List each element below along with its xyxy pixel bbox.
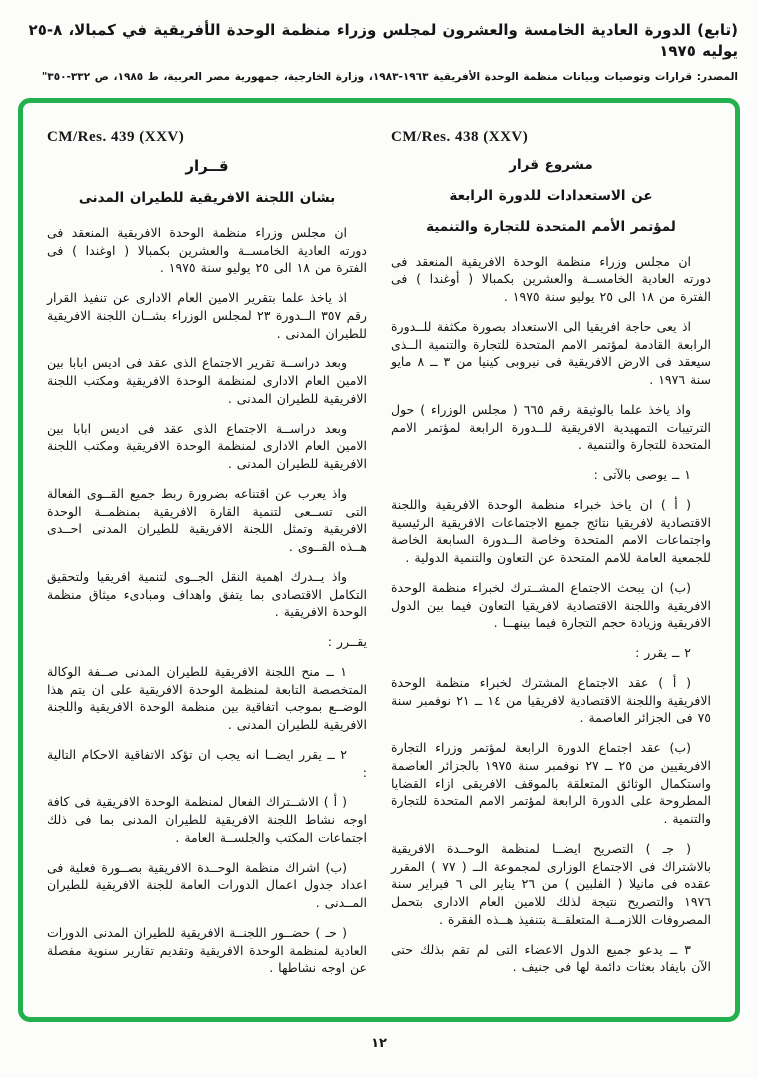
session-title: (تابع) الدورة العادية الخامسة والعشرون لمجلس وزراء منظمة الوحدة الأفريقية في كمبالا، ٨-٢٥ يوليه ١٩٧٥ [28,21,738,60]
resolution-439-id: CM/Res. 439 (XXV) [47,129,185,145]
paragraph: ( جـ ) التصريح ايضــا لمنظمة الوحــدة الافريقية بالاشتراك فى الاجتماع الوزارى لمجموعة الــ ( ٧٧ ) المقرر عقده فى مانيلا ( الفلبين ) من ٢٦ يناير الى ٦ فبراير سنة ١٩٧٦ والتصريح نتيجة لذلك للامين العام الادارى بتحمل المصروفات اللازمــة المتعلقــة بتنفيذ هــذه الفقرة . [391,840,711,927]
paragraph: واذ ياخذ علما بالوثيقة رقم ٦٦٥ ( مجلس الوزراء ) حول الترتيبات التمهيدية الافريقية للــدورة الرابعة لمؤتمر الامم المتحدة للتجارة والتنمية . [391,401,711,453]
paragraph: ١ ــ يوصى بالآتى : [593,467,691,483]
resolution-439-title [47,156,367,208]
page-number: ١٢ [371,1036,387,1051]
title-line: لمؤتمر الأمم المتحدة للتجارة والتنمية [426,218,676,235]
title-line: بشان اللجنة الافريقية للطيران المدنى [78,190,336,206]
paragraph: ( أ ) الاشــتراك الفعال لمنظمة الوحدة الافريقية فى كافة اوجه نشاط اللجنة الافريقية للطيران المدنى بما فى ذلك اجتماعات المكتب والجلســة العامة . [47,794,367,845]
paragraph: ١ ــ منح اللجنة الافريقية للطيران المدنى صــفة الوكالة المتخصصة التابعة لمنظمة الوحدة الافريقية على ان يتم هذا الوضــع بموجب اتفاقية بين منظمة الوحدة الافريقية واللجنة الافريقية للطيران المدنى . [47,663,367,733]
paragraph: اذ ياخذ علما بتقرير الامين العام الادارى عن تنفيذ القرار رقم ٣٥٧ الــدورة ٢٣ لمجلس الوزراء بشــان اللجنة الافريقية للطيران المدنى . [47,290,367,341]
paragraph: واذ يــدرك اهمية النقل الجــوى لتنمية افريقيا ولتحقيق التكامل الاقتصادى بما يتفق واهداف ومبادىء ميثاق منظمة الوحدة الافريقية . [47,568,367,620]
resolution-438-id: CM/Res. 438 (XXV) [391,129,529,145]
title-line: قــرار [185,157,229,175]
paragraph: واذ يعرب عن اقتناعه بضرورة ربط جميع القــوى الفعالة التى تســعى لتنمية القارة الافريقية بمنظمــة الوحدة الافريقية وتمثل اللجنة الافريقية للطيران المدنى احــدى هــذه القــوى . [47,485,367,555]
resolution-439-column [47,129,367,1007]
paragraph: (ب) ان يبحث الاجتماع المشــترك لخبراء منظمة الوحدة الافريقية واللجنة الاقتصادية لافريقيا التعاون فيما بين الدول الافريقية وزيادة حجم التجارة فيما بينهــا . [391,579,711,631]
paragraph: ( أ ) عقد الاجتماع المشترك لخبراء منظمة الوحدة الافريقية واللجنة الاقتصادية لافريقيا من ١٤ ــ ٢١ نوفمبر سنة ٧٥ فى الجزائر العاصمة . [391,674,711,726]
paragraph: يقــرر : [327,634,367,650]
green-frame [18,98,740,1022]
paragraph: ٣ ــ يدعو جميع الدول الاعضاء التى لم تقم بذلك حتى الآن بايفاد بعثات دائمة لها فى جنيف . [391,941,711,975]
paragraph: (ب) اشراك منظمة الوحــدة الافريقية بصــورة فعلية فى اعداد جدول اعمال الدورات العامة للجنة الافريقية للطيران المــدنى . [47,859,367,911]
paragraph: وبعد دراســة تقرير الاجتماع الذى عقد فى اديس ابابا بين الامين العام الادارى لمنظمة الوحدة الافريقية ومكتب اللجنة الافريقية للطيران المدنى . [47,355,367,406]
title-line: مشروع قرار [509,157,593,173]
page-header [18,20,738,85]
paragraph: ان مجلس وزراء منظمة الوحدة الافريقية المنعقد فى دورته العادية الخامســة والعشرين بكمبالا ( أوغندا ) فى الفترة من ١٨ الى ٢٥ يوليو سنة ١٩٧٥ . [391,253,711,305]
paragraph: (ب) عقد اجتماع الدورة الرابعة لمؤتمر وزراء التجارة الافريقيين من ٢٥ ــ ٢٧ نوفمبر سنة ١٩٧٥ بالجزائر العاصمة واستكمال الوثائق المتعلقة بالموقف الافريقى ازاء القضايا المطروحة على الدورة الرابعة لمؤتمر الامم المتحدة للتجارة والتنمية . [391,740,711,827]
resolution-438-column [391,129,711,1007]
paragraph: ( حـ ) حضــور اللجنــة الافريقية للطيران المدنى الدورات العادية لمنظمة الوحدة الافريقية وتقديم تقارير سنوية مفصلة عن اوجه نشاطها . [47,924,367,976]
paragraph: ( أ ) ان ياخذ خبراء منظمة الوحدة الافريقية واللجنة الاقتصادية لافريقيا نتائج جميع الاجتماعات الافريقية الرئيسية واجتماعات الامم المتحدة وخاصة الــدورة السابعة الخاصة للجمعية العامة للامم المتحدة عن التعاون والتنمية الدولية . [391,496,711,566]
paragraph: ان مجلس وزراء منظمة الوحدة الافريقية المنعقد فى دورته العادية الخامســة والعشرين بكمبالا ( اوغندا ) فى الفترة من ١٨ الى ٢٥ يوليو سنة ١٩٧٥ . [47,224,367,276]
resolution-438-title [391,156,711,237]
paragraph: وبعد دراســة الاجتماع الذى عقد فى اديس ابابا بين الامين العام الادارى لمنظمة الوحدة الافريقية ومكتب اللجنة الافريقية للطيران المدنى . [47,420,367,472]
paragraph: ٢ ــ يقرر ايضــا انه يجب ان تؤكد الاتفاقية الاحكام التالية : [47,746,367,780]
title-line: عن الاستعدادات للدورة الرابعة [449,187,653,204]
two-column-layout [23,103,735,1017]
paragraph: ٢ ــ يقرر : [635,645,691,661]
paragraph: اذ يعى حاجة افريقيا الى الاستعداد بصورة مكثفة للــدورة الرابعة القادمة لمؤتمر الامم المتحدة للتجارة والتنمية الــذى سيعقد فى الارض الافريقية فى نيروبى كينيا من ٣ ــ ٨ مايو سنة ١٩٧٦ . [391,318,711,388]
source-citation: المصدر: قرارات وتوصيات وبيانات منظمة الوحدة الأفريقية ١٩٦٣-١٩٨٣، وزارة الخارجية، جمهورية مصر العربية، ط ١٩٨٥، ص ٣٣٢-٣٥٠" [41,71,738,83]
